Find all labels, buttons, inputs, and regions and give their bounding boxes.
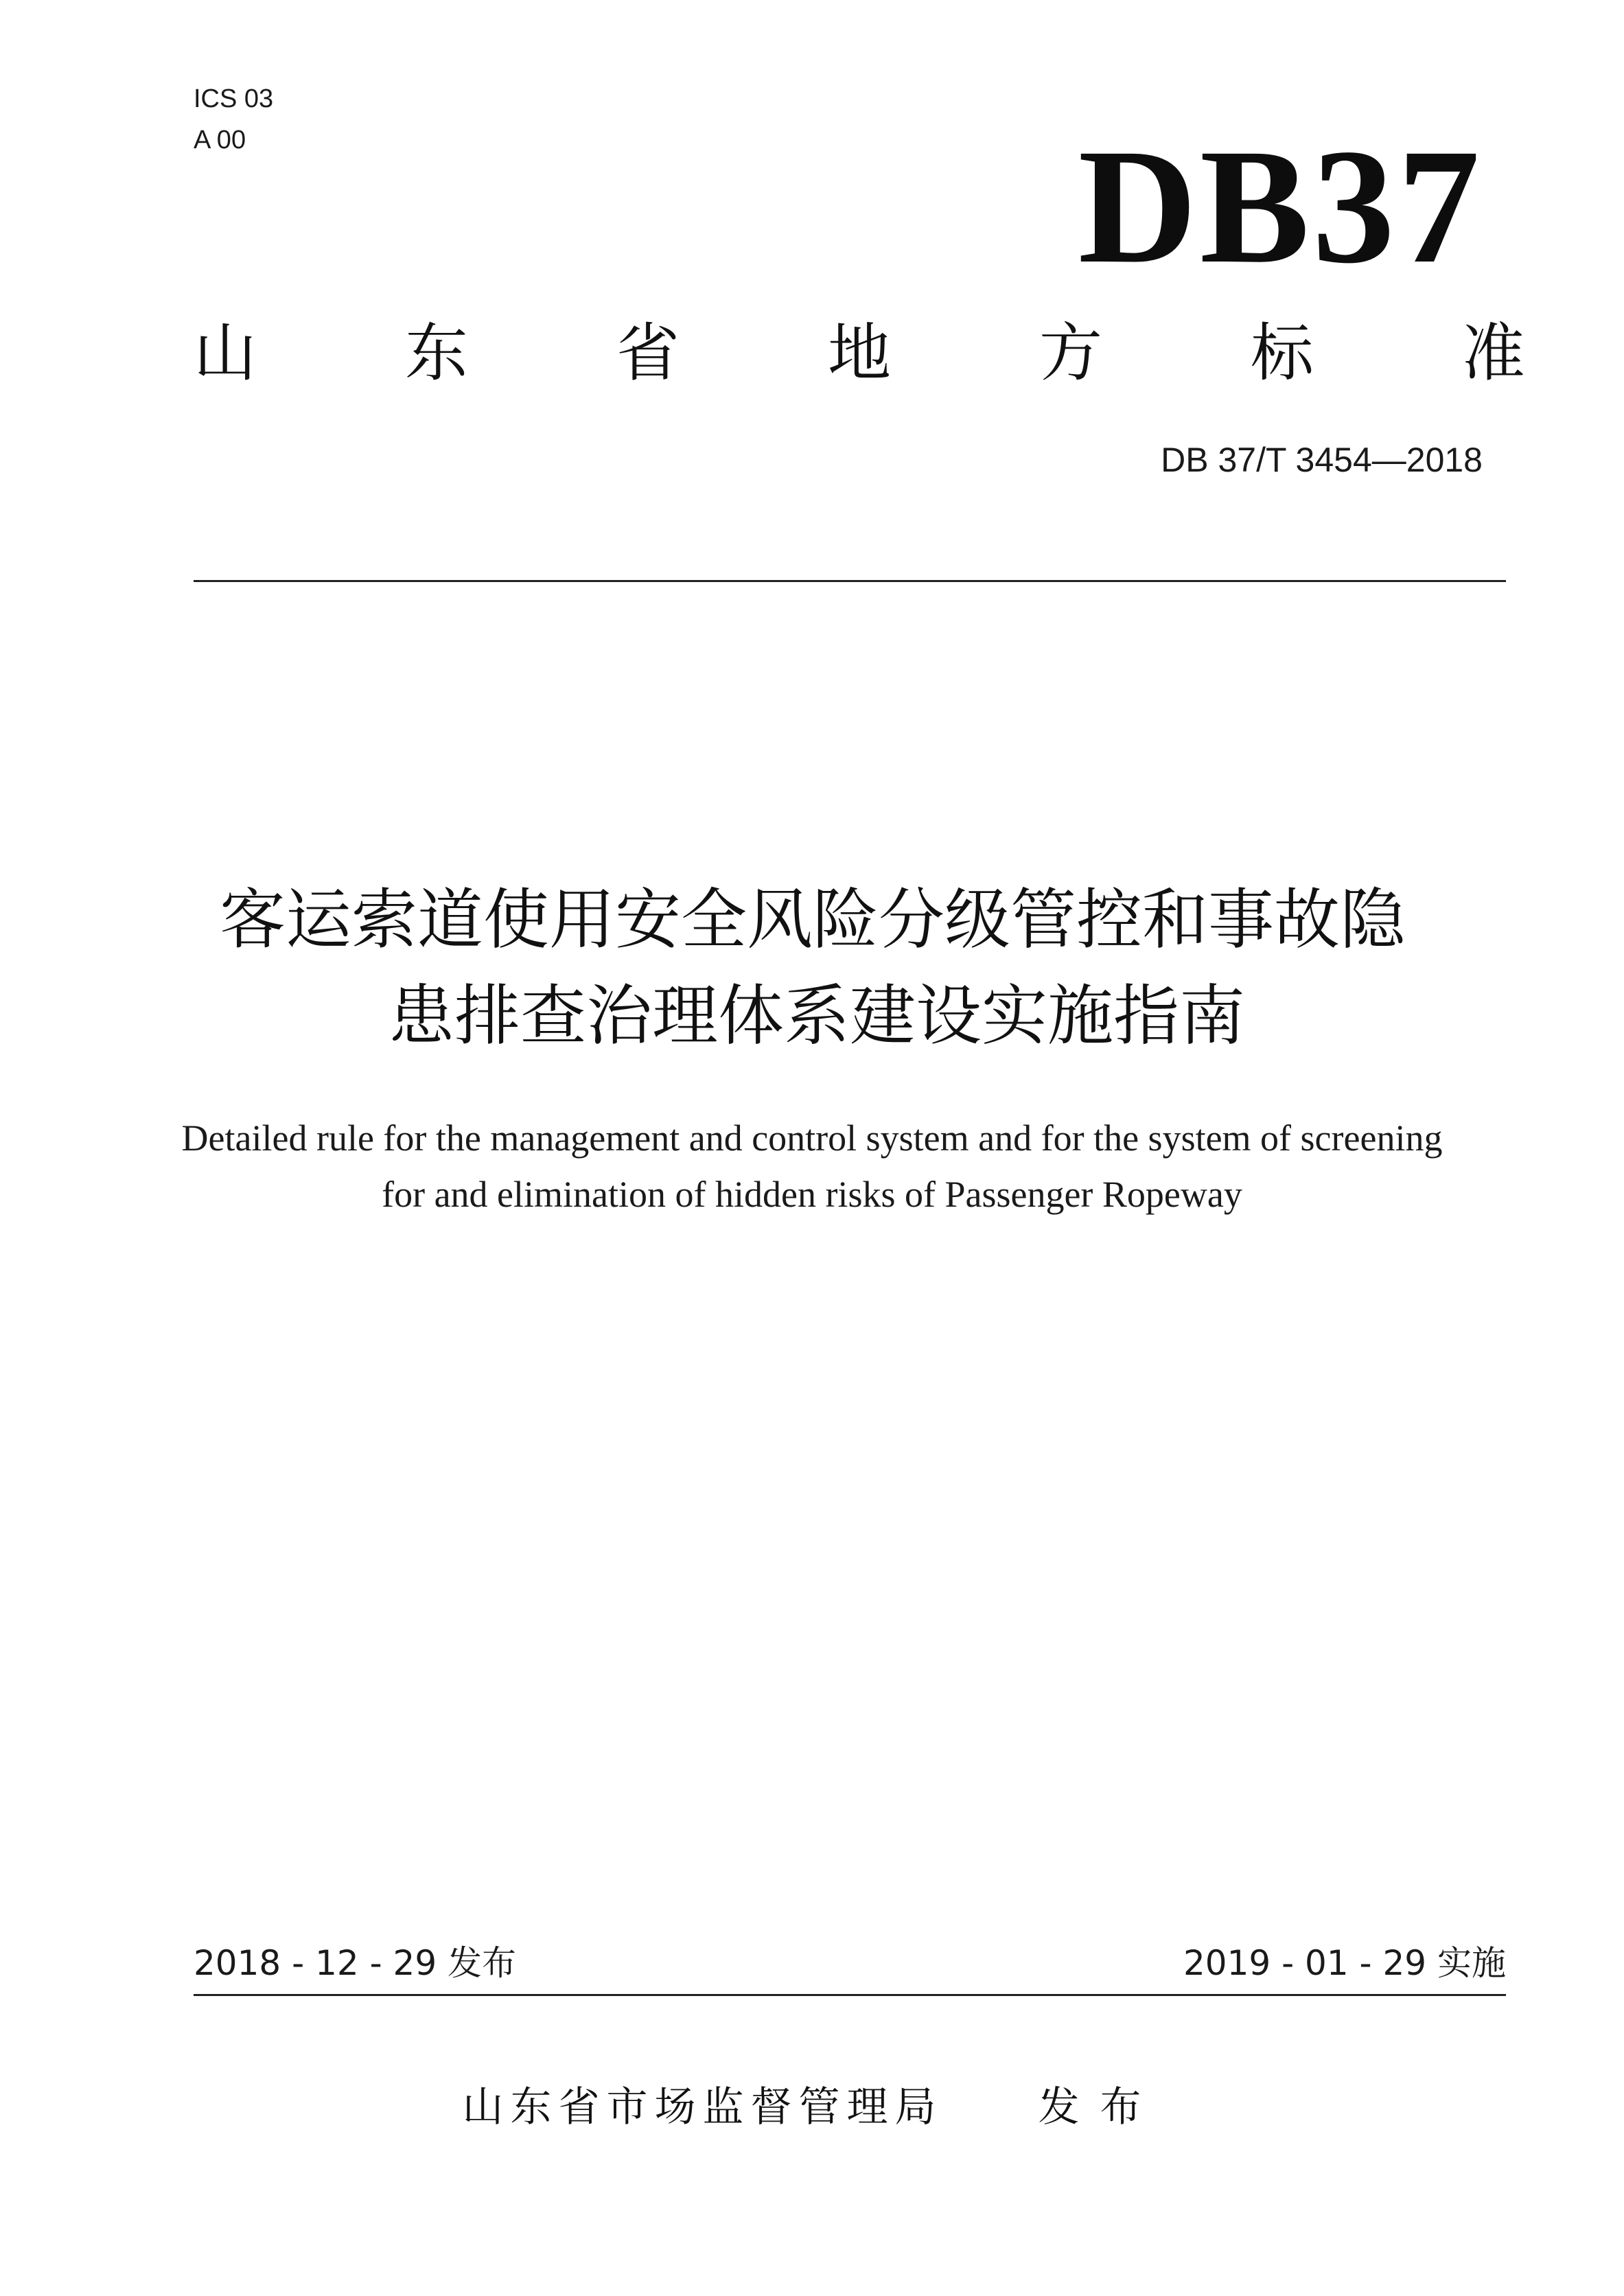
english-title-line-1: Detailed rule for the management and control system and for the system of screening <box>181 1117 1443 1159</box>
ccs-code: A 00 <box>194 126 246 154</box>
db37-logo: DB37 <box>1078 115 1483 297</box>
standard-type-char: 山 <box>194 316 257 390</box>
english-title-line-2: for and elimination of hidden risks of Passenger Ropeway <box>382 1174 1242 1215</box>
chinese-title-line-1: 客运索道使用安全风险分级管控和事故隐 <box>220 881 1406 958</box>
ics-code: ICS 03 <box>194 84 274 113</box>
standard-type-char: 东 <box>404 316 468 390</box>
standard-type-char: 地 <box>827 316 891 390</box>
standard-type-char: 标 <box>1250 316 1314 390</box>
implementation-date: 2019 - 01 - 29 实施 <box>1183 1943 1506 1983</box>
date-divider <box>194 1994 1506 1996</box>
issuer-organization: 山东省市场监督管理局 <box>462 2083 943 2131</box>
standard-type-heading <box>194 312 1525 395</box>
header-divider <box>194 580 1506 582</box>
standard-type-char: 方 <box>1039 316 1102 390</box>
issuer-line <box>137 2076 1487 2138</box>
standard-type-char: 准 <box>1461 316 1525 390</box>
issuer-action: 发布 <box>1038 2083 1162 2131</box>
standard-number: DB 37/T 3454—2018 <box>1161 441 1483 479</box>
issue-date: 2018 - 12 - 29 发布 <box>194 1943 517 1983</box>
standard-type-char: 省 <box>616 316 680 390</box>
chinese-title-line-2: 患排查治理体系建设实施指南 <box>388 977 1245 1054</box>
